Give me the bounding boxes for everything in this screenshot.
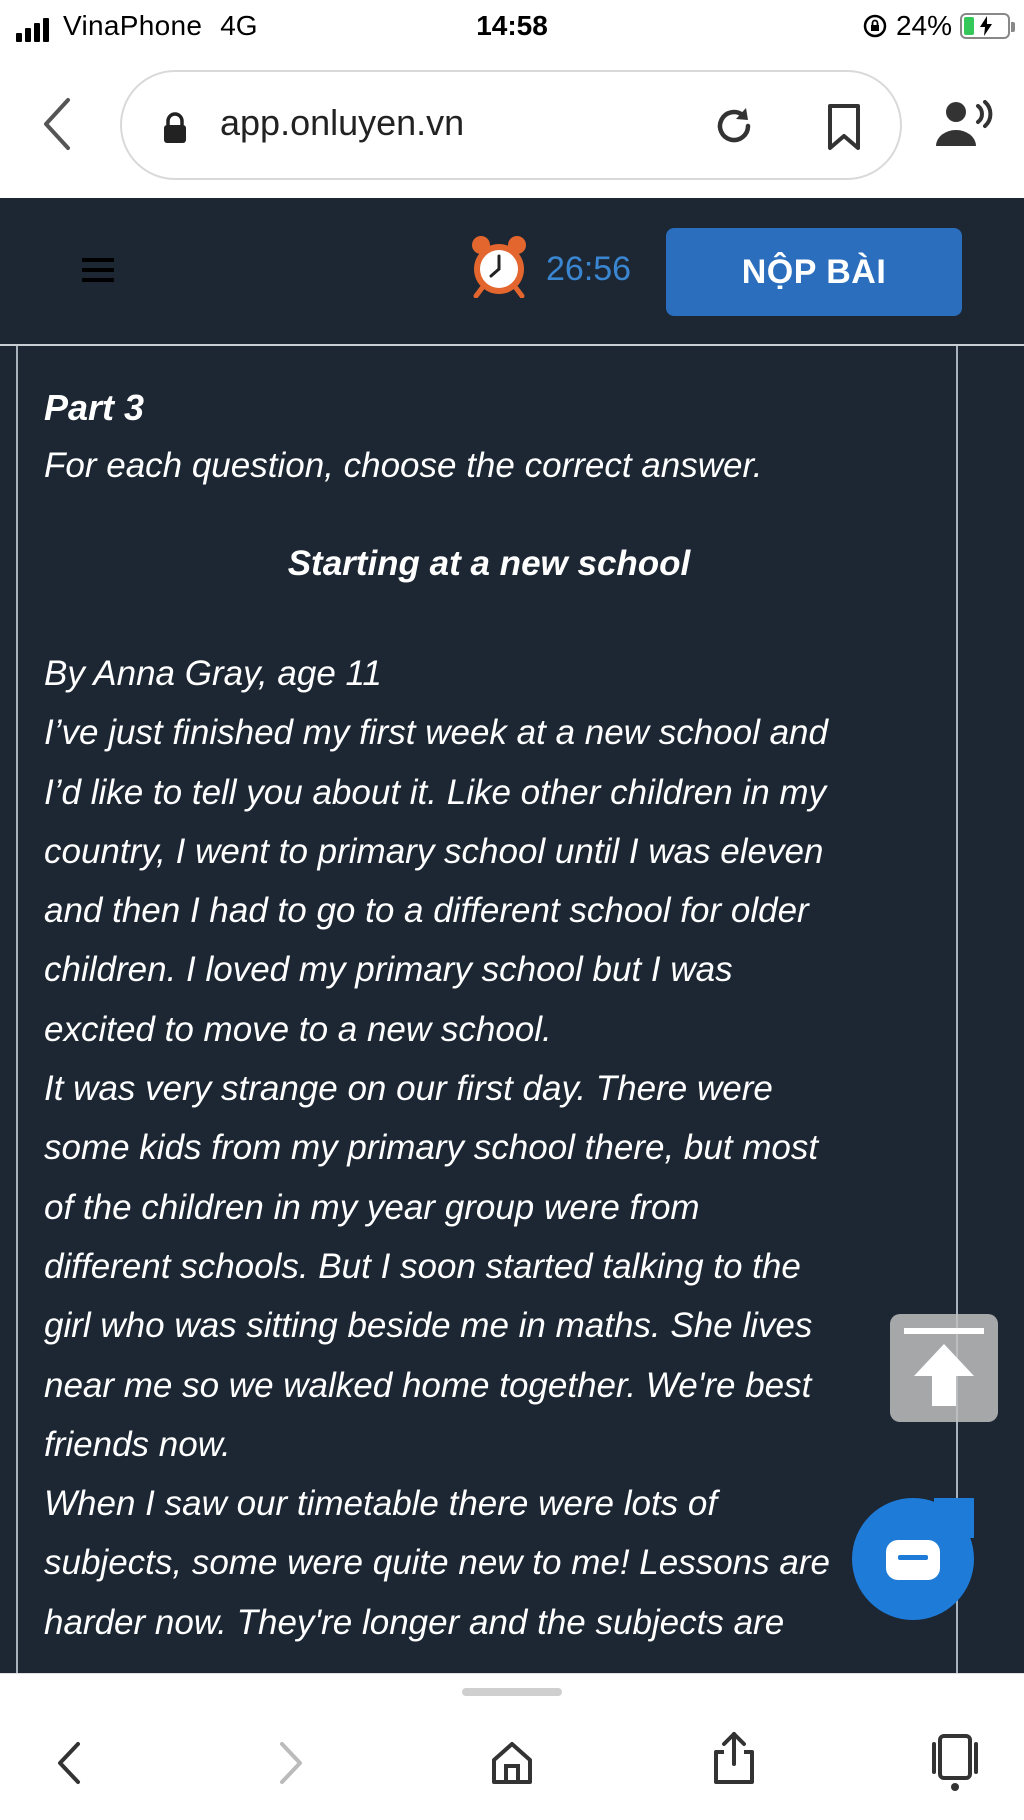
part-heading: Part 3	[44, 387, 145, 428]
network-type: 4G	[220, 10, 258, 41]
lock-icon	[162, 112, 188, 144]
bookmark-icon[interactable]	[824, 102, 864, 152]
listen-icon[interactable]	[934, 100, 994, 150]
passage-line: near me so we walked home together. We're best	[44, 1365, 812, 1405]
back-icon[interactable]	[38, 94, 78, 154]
arrow-up-icon	[890, 1314, 998, 1422]
scroll-to-top-button[interactable]	[890, 1314, 998, 1422]
passage-line: girl who was sitting beside me in maths. She lives	[44, 1306, 813, 1346]
passage-line: It was very strange on our first day. There were	[44, 1069, 773, 1109]
browser-address-bar	[0, 52, 1024, 198]
passage-line: some kids from my primary school there, but most	[44, 1128, 819, 1168]
countdown-timer: 26:56	[546, 250, 632, 288]
passage-line: and then I had to go to a different school for older	[44, 891, 809, 931]
instruction-text: For each question, choose the correct answer.	[44, 446, 763, 485]
battery-icon	[960, 13, 1010, 39]
chat-icon	[852, 1498, 974, 1620]
status-time: 14:58	[476, 10, 548, 41]
passage-byline: By Anna Gray, age 11	[44, 654, 382, 693]
passage-line: I’ve just finished my first week at a new school and	[44, 713, 828, 753]
passage-line: excited to move to a new school.	[44, 1009, 552, 1049]
passage-title: Starting at a new school	[287, 544, 691, 583]
url-text: app.onluyen.vn	[220, 102, 465, 143]
menu-icon[interactable]	[82, 258, 114, 288]
sheet-grabber[interactable]	[462, 1688, 562, 1696]
passage-line: of the children in my year group were from	[44, 1187, 700, 1227]
battery-percent: 24%	[895, 10, 952, 41]
passage-line: friends now.	[44, 1424, 231, 1464]
carrier-name: VinaPhone	[63, 10, 203, 41]
share-icon[interactable]	[710, 1730, 758, 1786]
passage-line: children. I loved my primary school but I was	[44, 950, 733, 990]
passage-line: country, I went to primary school until I was eleven	[44, 831, 824, 871]
exam-header	[0, 198, 1024, 346]
passage-line: When I saw our timetable there were lots of	[44, 1484, 718, 1524]
passage-line: I’d like to tell you about it. Like other children in my	[44, 772, 827, 812]
status-bar	[0, 0, 1024, 52]
passage-line: harder now. They're longer and the subjects are	[44, 1602, 785, 1642]
forward-icon[interactable]	[276, 1740, 306, 1786]
submit-button[interactable]: NỘP BÀI	[666, 228, 962, 316]
home-icon[interactable]	[488, 1738, 536, 1786]
browser-toolbar	[0, 1673, 1024, 1820]
passage-line: different schools. But I soon started talking to the	[44, 1246, 801, 1286]
tabs-icon[interactable]	[930, 1732, 982, 1792]
url-field[interactable]	[120, 70, 902, 180]
reload-icon[interactable]	[710, 102, 758, 150]
passage-line: subjects, some were quite new to me! Lessons are	[44, 1543, 830, 1583]
reading-passage	[16, 346, 958, 1673]
back-icon[interactable]	[54, 1740, 84, 1786]
chat-button[interactable]	[852, 1498, 974, 1620]
orientation-lock-icon	[862, 13, 888, 39]
alarm-clock-icon	[468, 234, 530, 298]
exam-page	[0, 198, 1024, 1673]
